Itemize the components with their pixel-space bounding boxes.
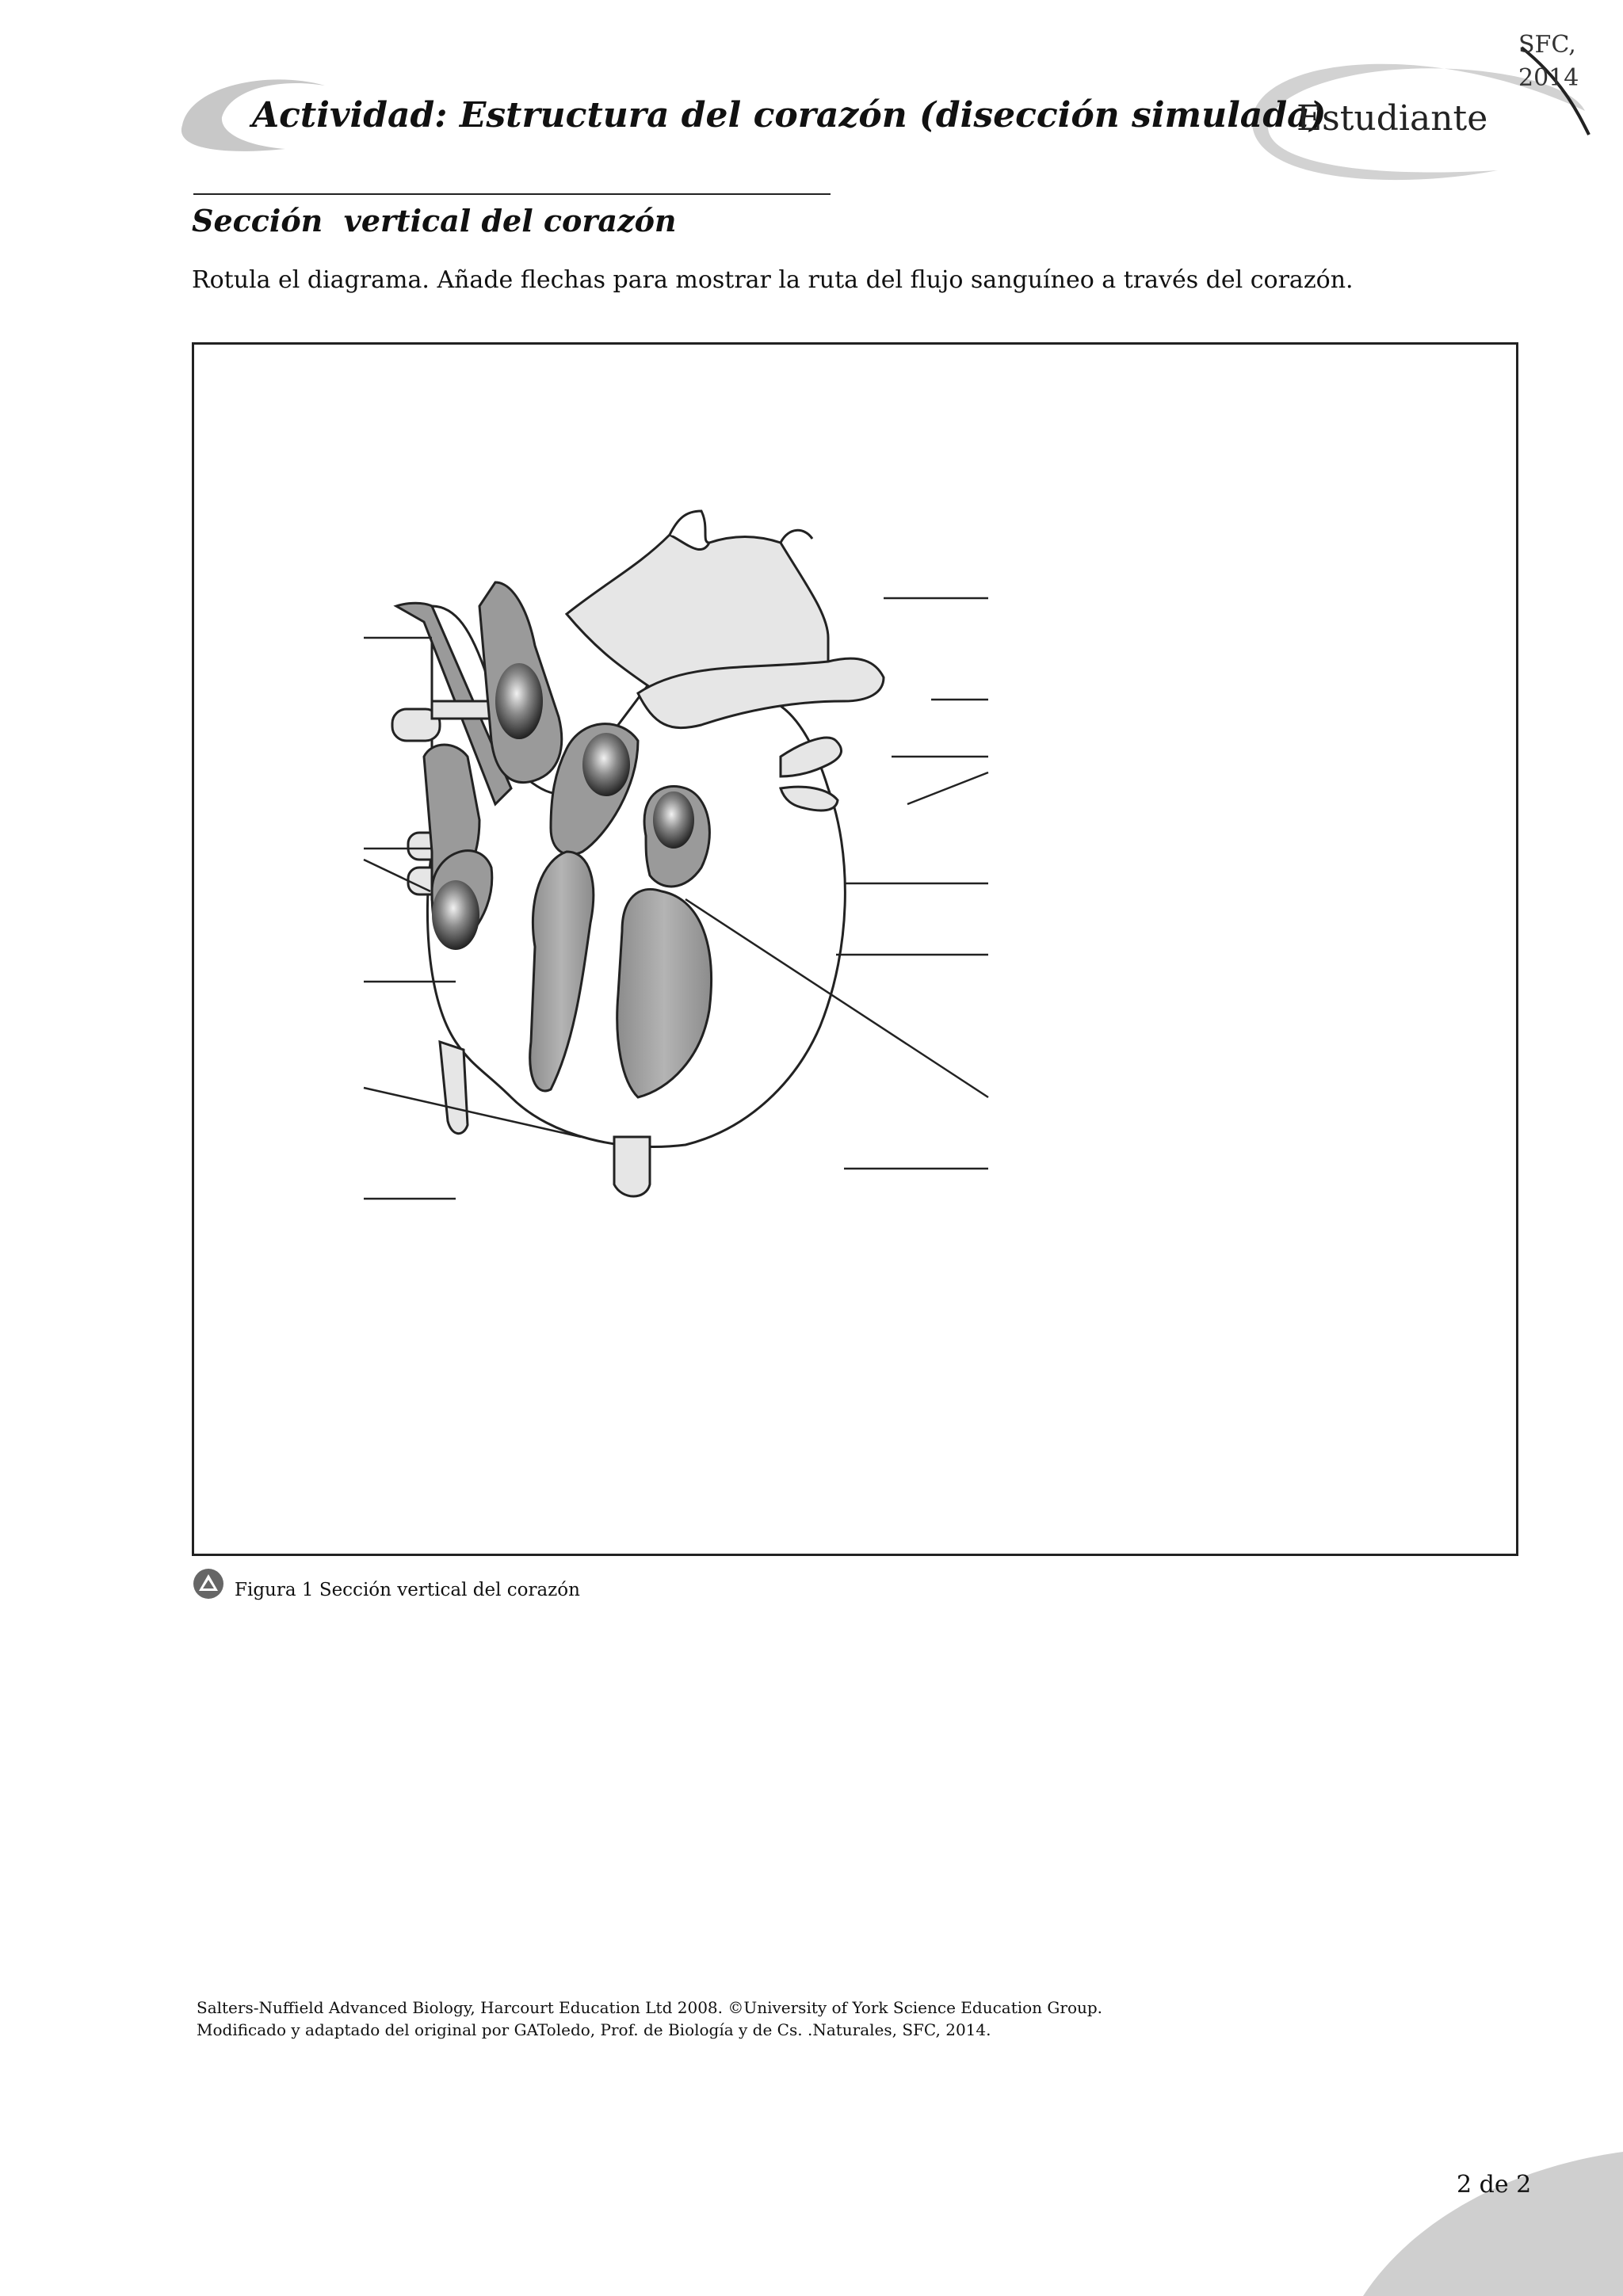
aortic-valve xyxy=(582,733,630,796)
mitral-valve xyxy=(653,791,694,849)
role-label: Estudiante xyxy=(1296,98,1488,139)
credit-line-1: Salters-Nuffield Advanced Biology, Harcourt Education Ltd 2008. ©University of York Science Education Group. xyxy=(197,1998,1103,2017)
figure-frame xyxy=(192,342,1518,1556)
section-title: Sección vertical del corazón xyxy=(192,203,677,238)
tricuspid-valve xyxy=(432,880,479,950)
instruction-text: Rotula el diagrama. Añade flechas para mostrar la ruta del flujo sanguíneo a través del corazón. xyxy=(192,266,1354,294)
triangle-circle-icon xyxy=(192,1567,225,1600)
pulmonary-stub-mid xyxy=(432,701,495,719)
corner-stamp xyxy=(1518,29,1579,95)
page-number: 2 de 2 xyxy=(1457,2171,1532,2199)
corner-line-2: 2014 xyxy=(1518,64,1579,92)
figure-caption: Figura 1 Sección vertical del corazón xyxy=(235,1580,580,1600)
descending-vessel xyxy=(614,1137,650,1196)
pulmonary-valve xyxy=(495,663,543,739)
heart-diagram xyxy=(194,345,1516,1554)
label-line-right-4 xyxy=(907,772,988,804)
vena-cava-inferior xyxy=(440,1042,468,1134)
corner-line-1: SFC, xyxy=(1518,31,1576,59)
section-rule xyxy=(193,193,831,195)
credit-line-2: Modificado y adaptado del original por GAToledo, Prof. de Biología y de Cs. .Naturales, SFC, 2014. xyxy=(197,2020,991,2039)
activity-title: Actividad: Estructura del corazón (disección simulada) xyxy=(252,95,1327,135)
